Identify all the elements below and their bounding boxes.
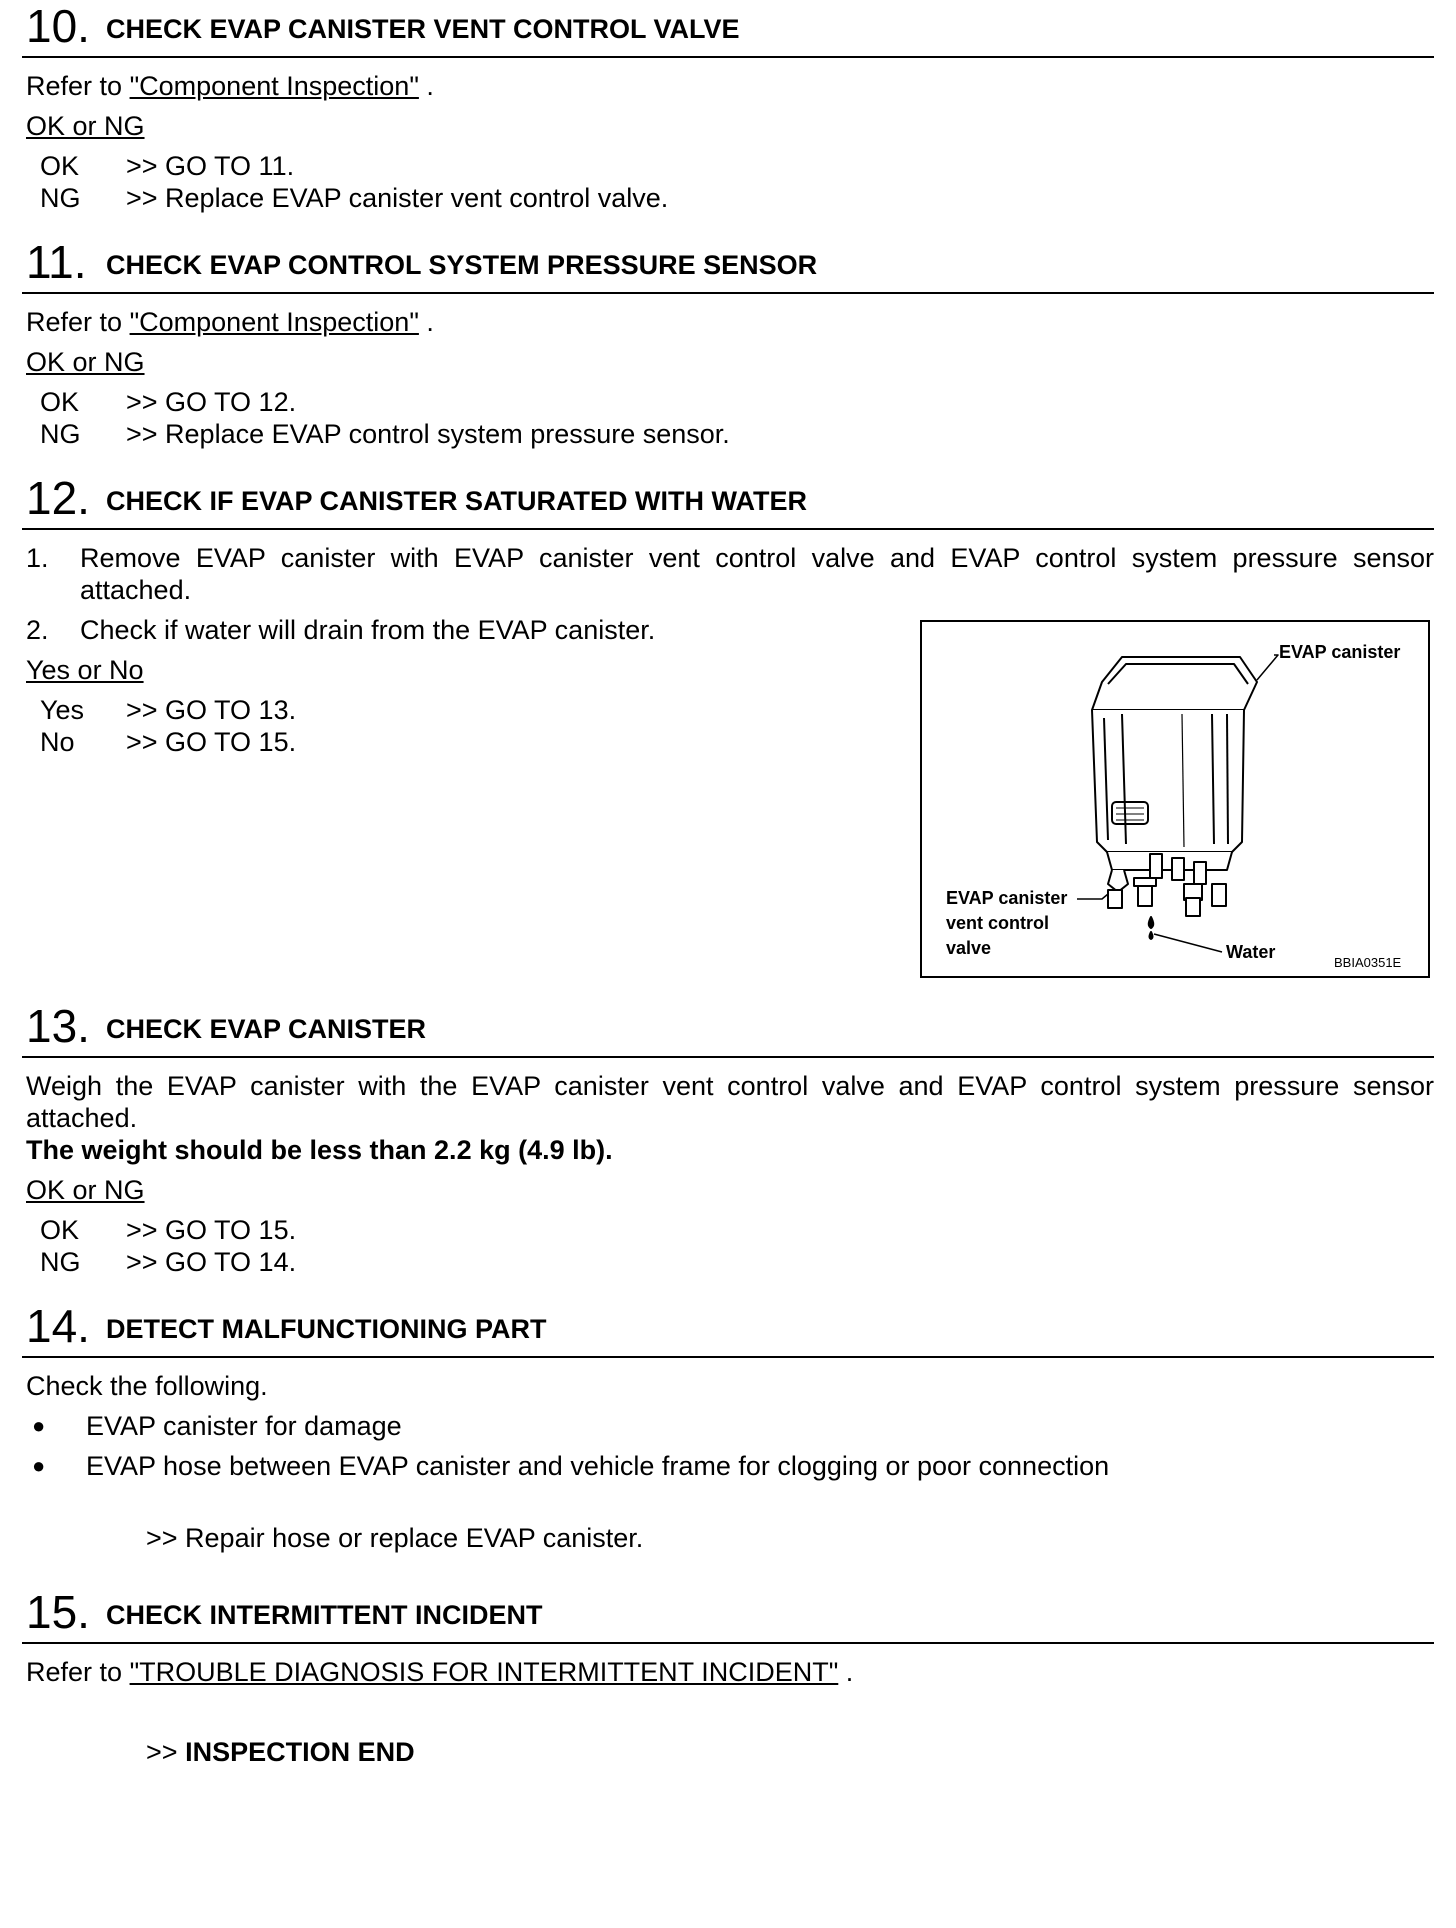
spec-text: The weight should be less than 2.2 kg (4.9 lb). [26,1135,613,1165]
result-header: OK or NG [26,1175,145,1205]
inspection-end-line: >> INSPECTION END [146,1737,415,1767]
step-number: 12. [26,472,90,524]
result-row: OK >> GO TO 11. [40,151,295,181]
result-row: No >> GO TO 15. [40,727,297,757]
evap-canister-figure [920,620,1430,978]
step-11 [22,236,1434,450]
step-number: 11. [26,236,87,288]
step-number: 15. [26,1586,90,1638]
step-14 [22,1300,1434,1554]
step-title: CHECK IF EVAP CANISTER SATURATED WITH WATER [106,486,807,516]
figure-code: BBIA0351E [1334,955,1402,970]
action-line: >> Repair hose or replace EVAP canister. [146,1523,644,1553]
refer-line: Refer to "TROUBLE DIAGNOSIS FOR INTERMITTENT INCIDENT" . [26,1657,854,1687]
step-13 [22,1000,1434,1278]
step-title: CHECK INTERMITTENT INCIDENT [106,1600,543,1630]
refer-line: Refer to "Component Inspection" . [26,307,434,337]
step-number: 13. [26,1000,90,1052]
result-row: Yes >> GO TO 13. [40,695,297,725]
step-title: CHECK EVAP CANISTER VENT CONTROL VALVE [106,14,740,44]
step-number: 14. [26,1300,90,1352]
step-title: DETECT MALFUNCTIONING PART [106,1314,547,1344]
step-title: CHECK EVAP CANISTER [106,1014,427,1044]
step-heading [22,1000,1434,1058]
result-row: NG >> Replace EVAP canister vent control valve. [40,183,669,213]
figure-label-canister: EVAP canister [1279,642,1401,662]
result-row: NG >> GO TO 14. [40,1247,297,1277]
result-header: Yes or No [26,655,144,685]
result-header: OK or NG [26,347,145,377]
step-intro: Check the following. [26,1371,268,1401]
step-heading [22,1300,1434,1358]
result-header: OK or NG [26,111,145,141]
list-item: ● EVAP hose between EVAP canister and vehicle frame for clogging or poor connection [32,1451,1110,1481]
step-15 [22,1586,1434,1768]
step-heading [22,236,1434,294]
step-heading [22,0,1434,58]
step-heading [22,472,1434,530]
figure-label-valve: EVAP canister vent control valve [946,888,1068,958]
component-inspection-link[interactable]: "Component Inspection" [129,307,419,337]
step-10 [22,0,1434,214]
refer-line: Refer to "Component Inspection" . [26,71,434,101]
numbered-item: 2. Check if water will drain from the EVAP canister. [26,615,656,645]
step-number: 10. [26,0,90,52]
component-inspection-link[interactable]: "Component Inspection" [129,71,419,101]
list-item: ● EVAP canister for damage [32,1411,402,1441]
figure-label-water: Water [1226,942,1276,962]
result-row: OK >> GO TO 12. [40,387,297,417]
numbered-item: 1. Remove EVAP canister with EVAP canister vent control valve and EVAP control system pressure sensor attached. [26,543,1434,605]
result-row: OK >> GO TO 15. [40,1215,297,1245]
step-text: Weigh the EVAP canister with the EVAP canister vent control valve and EVAP control system pressure sensor attached. [26,1071,1434,1133]
step-heading [22,1586,1434,1644]
result-row: NG >> Replace EVAP control system pressure sensor. [40,419,730,449]
trouble-diagnosis-link[interactable]: "TROUBLE DIAGNOSIS FOR INTERMITTENT INCIDENT" [129,1657,839,1687]
step-title: CHECK EVAP CONTROL SYSTEM PRESSURE SENSOR [106,250,818,280]
